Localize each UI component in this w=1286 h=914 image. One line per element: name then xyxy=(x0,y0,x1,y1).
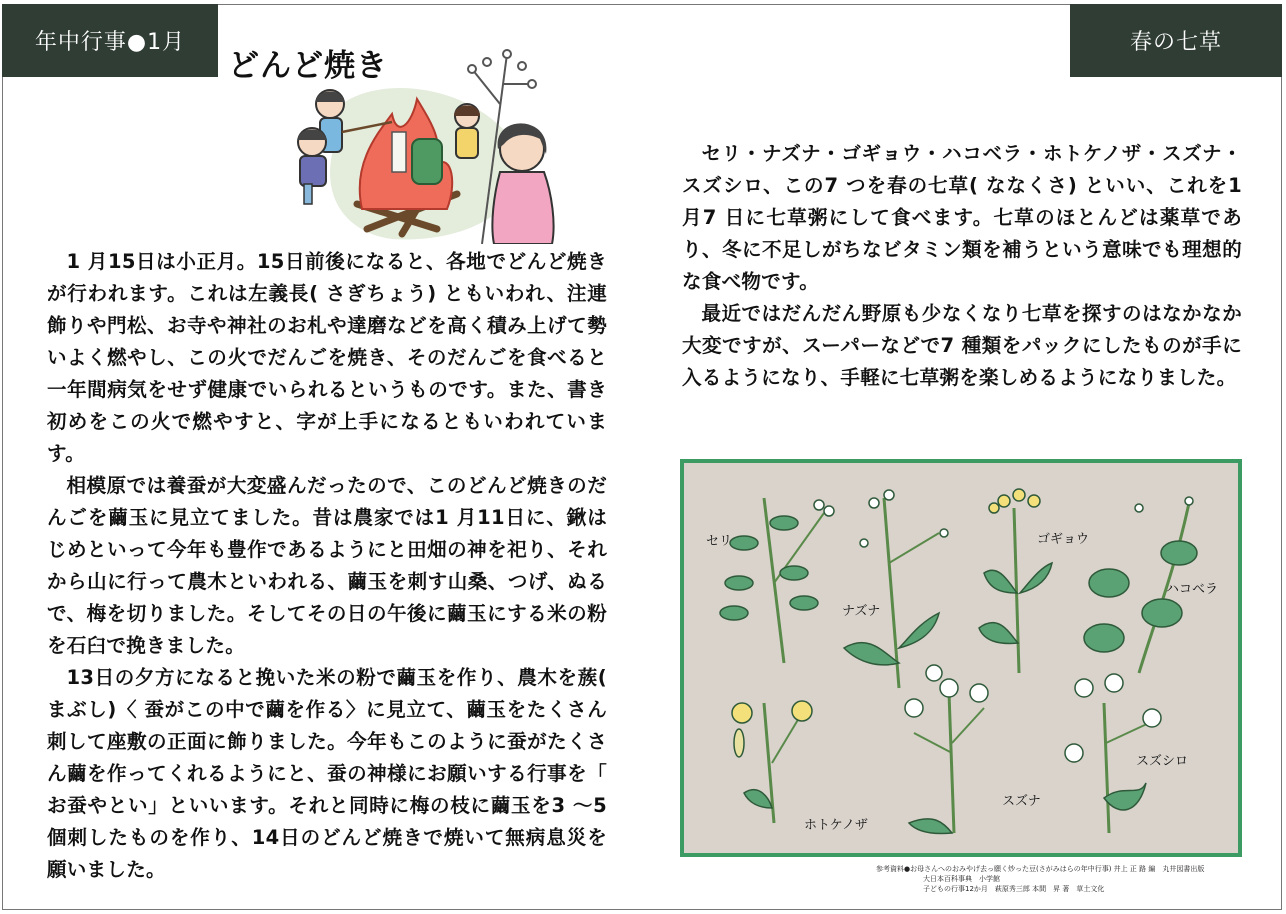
right-paragraph-1: セリ・ナズナ・ゴギョウ・ハコベラ・ホトケノザ・スズナ・スズシロ、この7 つを春の七草( ななくさ) といい、これを1 月7 日に七草粥にして食べます。七草のほとんどは薬草であり、冬に不足しがちなビタミン類を補うという意味でも理想的な食べ物です。 xyxy=(682,142,1242,293)
nazuna-plant xyxy=(844,490,948,688)
month-tag xyxy=(2,4,218,77)
gogyou-plant xyxy=(979,489,1052,673)
left-column-text xyxy=(47,246,607,886)
gogyou-label: ゴギョウ xyxy=(1037,532,1090,547)
section-tag-text: 春の七草 xyxy=(1129,30,1222,55)
section-tag xyxy=(1070,4,1282,77)
left-paragraph-3: 13日の夕方になると挽いた米の粉で繭玉を作り、農木を蔟( まぶし)〈 蚕がこの中で繭を作る〉に見立て、繭玉をたくさん刺して座敷の正面に飾りました。今年もこのように蚕がたくさん繭を作ってくれるようにと、蚕の神様にお願いする行事を「 お蚕やとい」といいます。それと同時に梅の枝に繭玉を3 ～5 個刺したものを作り、14日のどんど焼きで焼いて無病息災を願いました。 xyxy=(47,666,607,881)
reference-line-3: 子どもの行事12か月 萩原秀三郎 本間 昇 著 草土文化 xyxy=(923,885,1105,893)
suzuna-label: スズナ xyxy=(1002,794,1041,809)
seri-plant xyxy=(720,498,834,663)
seven-herbs-svg xyxy=(684,463,1238,853)
right-column-text xyxy=(682,138,1242,394)
suzuna-plant xyxy=(905,665,988,834)
page-title: どんど焼き xyxy=(228,48,388,84)
left-paragraph-1: 1 月15日は小正月。15日前後になると、各地でどんど焼きが行われます。これは左義長( さぎちょう) ともいわれ、注連飾りや門松、お寺や神社のお札や達磨などを高く積み上げて勢いよく燃やし、この火でだんごを焼き、そのだんごを食べると一年間病気をせず健康でいられるというものです。また、書き初めをこの火で燃やすと、字が上手になるともいわれています。 xyxy=(47,250,607,465)
seri-label: セリ xyxy=(706,534,733,549)
seven-herbs-illustration xyxy=(680,459,1242,857)
hakobera-label: ハコベラ xyxy=(1166,582,1219,597)
hotokenoza-plant xyxy=(732,701,812,823)
left-paragraph-2: 相模原では養蚕が大変盛んだったので、このどんど焼きのだんごを繭玉に見立てました。昔は農家では1 月11日に、鍬はじめといって今年も豊作であるようにと田畑の神を祀り、それから山に行って農木といわれる、繭玉を刺す山桑、つげ、ぬるで、梅を切りました。そしてその日の午後に繭玉にする米の粉を石臼で挽きました。 xyxy=(47,474,607,657)
reference-line-1: 参考資料●お母さんへのおみやげ去っ願く炒った豆(さがみはらの年中行事) 井上 正 路 編 丸井図書出版 xyxy=(876,865,1205,873)
references xyxy=(876,864,1242,894)
month-tag-text: 年中行事●1月 xyxy=(34,30,186,55)
suzushiro-label: スズシロ xyxy=(1136,754,1189,769)
bonfire-illustration xyxy=(282,44,564,244)
nazuna-label: ナズナ xyxy=(842,604,881,619)
reference-line-2: 大日本百科事典 小学館 xyxy=(923,875,1000,883)
right-paragraph-2: 最近ではだんだん野原も少なくなり七草を探すのはなかなか大変ですが、スーパーなどで7 種類をパックにしたものが手に入るようになり、手軽に七草粥を楽しめるようになりました。 xyxy=(682,302,1242,389)
hotokenoza-label: ホトケノザ xyxy=(804,818,868,833)
